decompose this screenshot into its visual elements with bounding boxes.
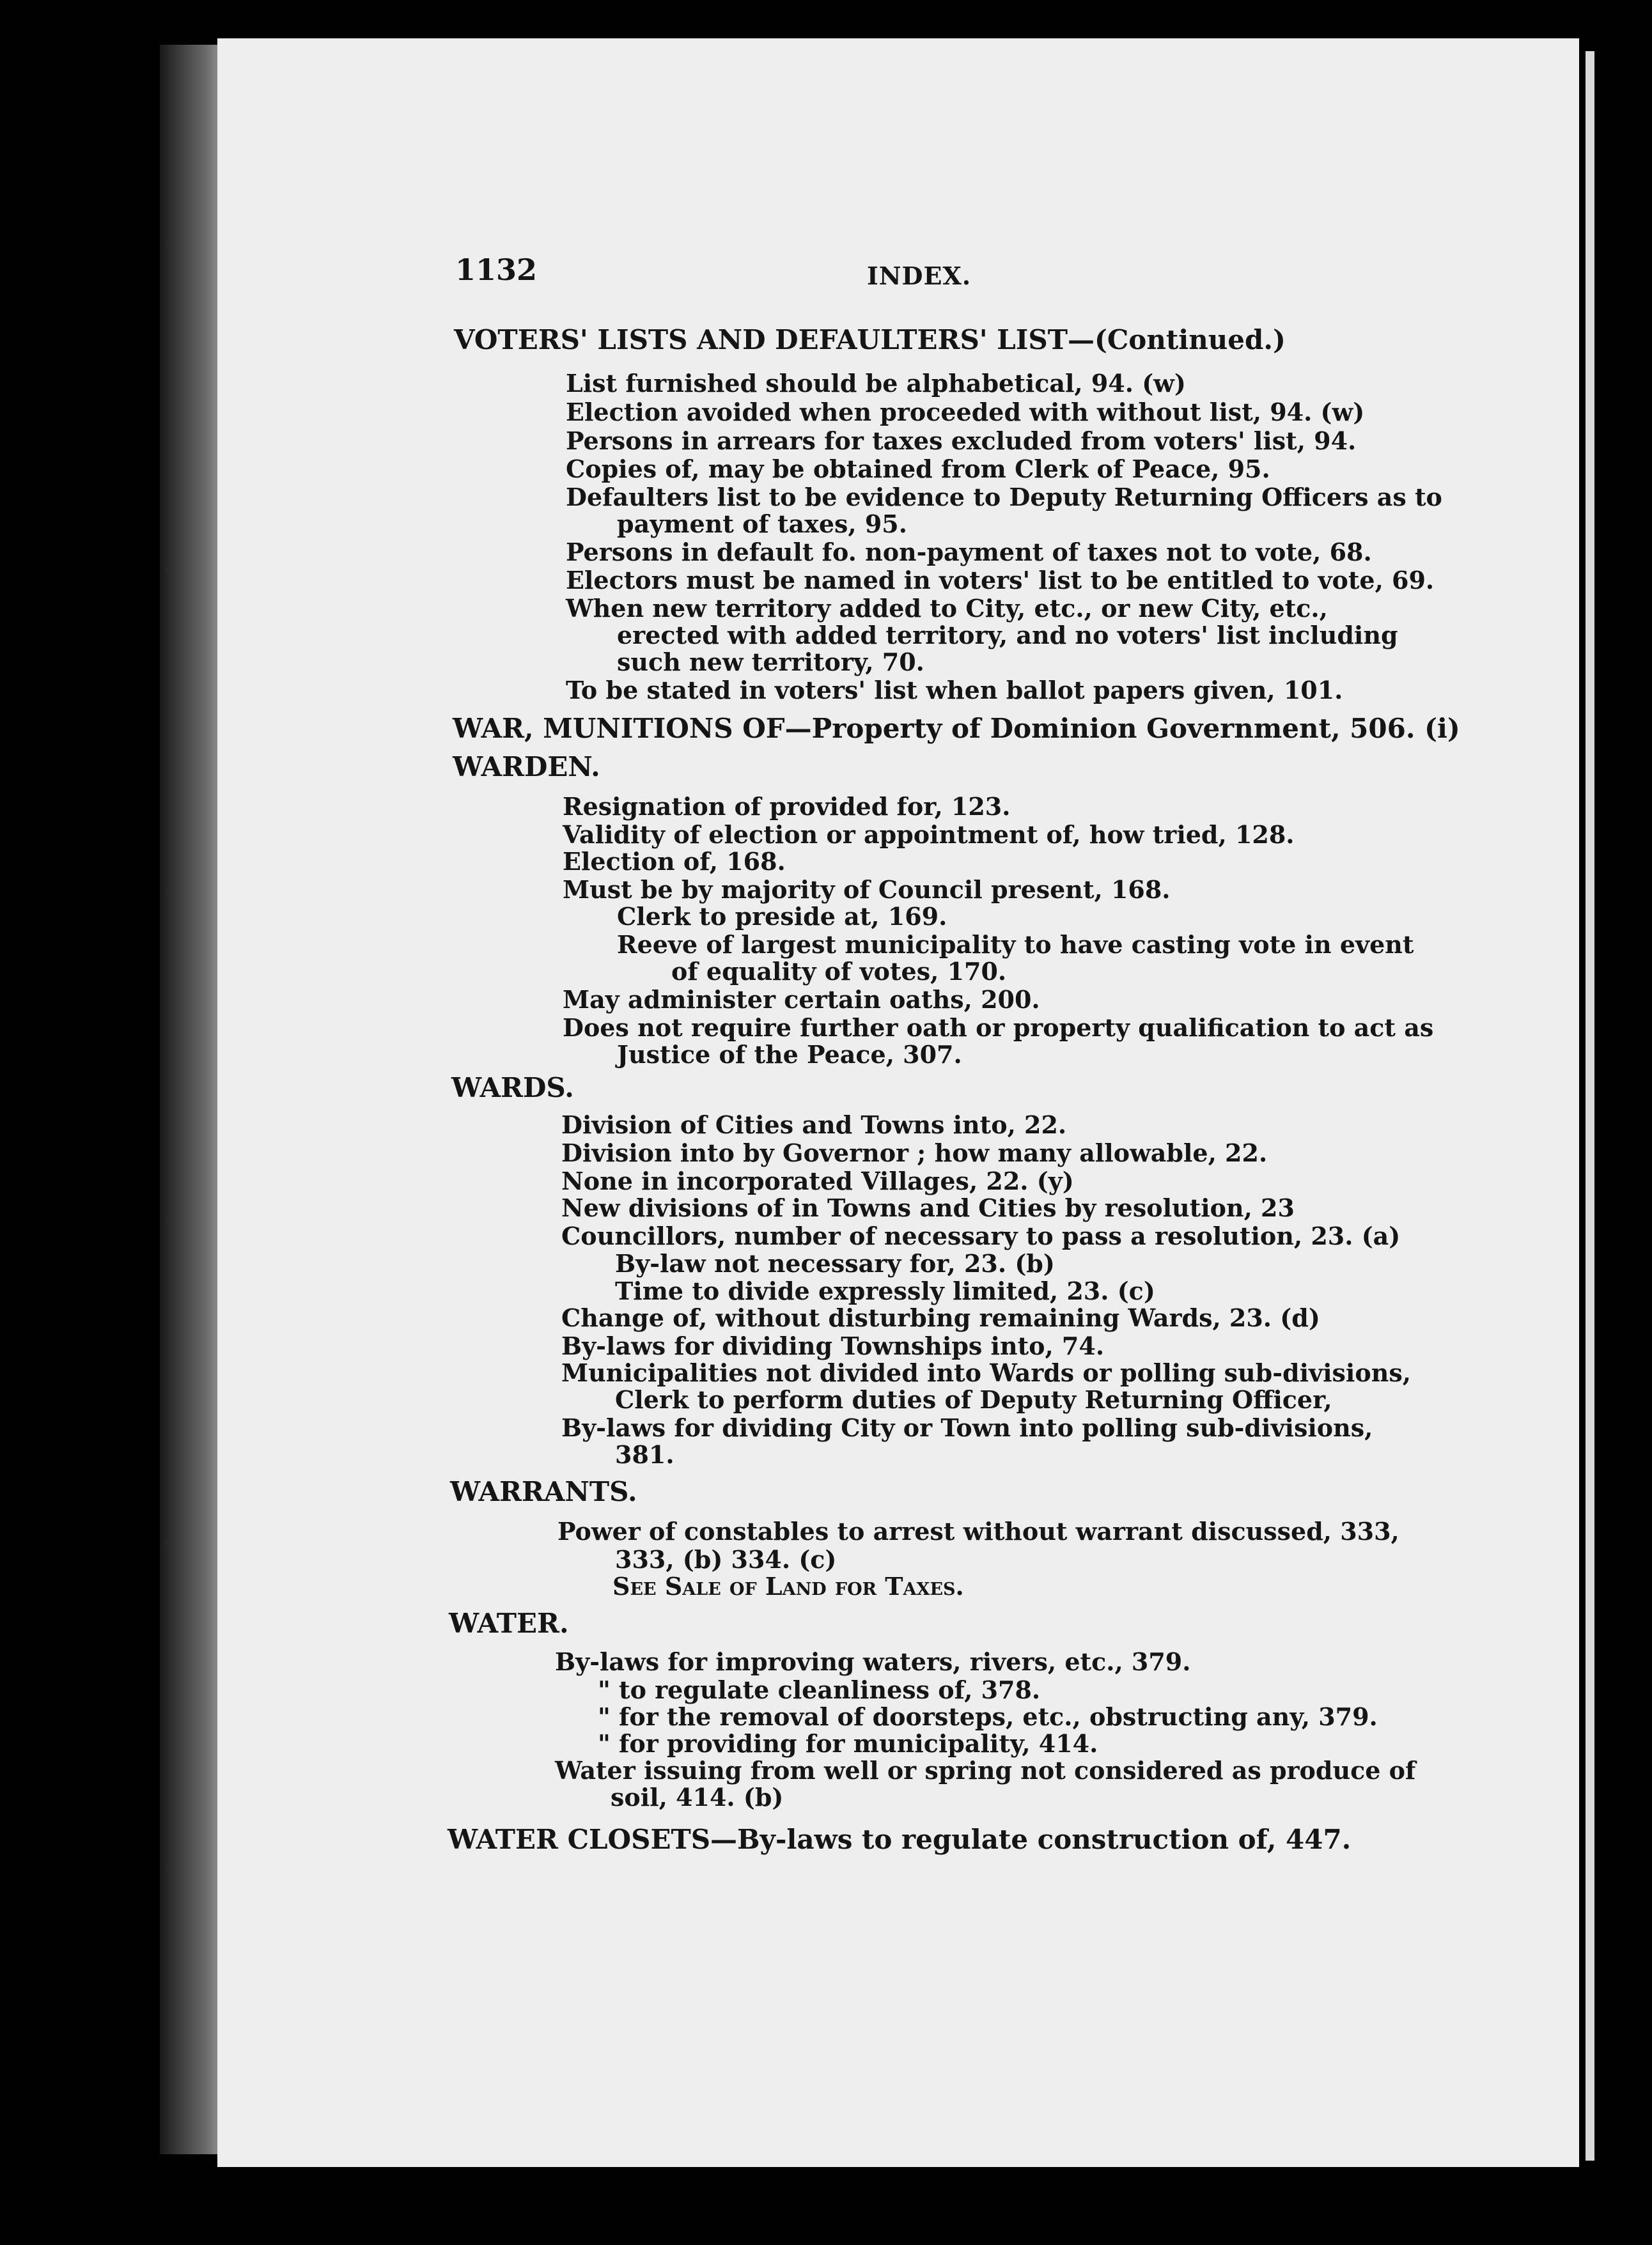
index-entry: Clerk to perform duties of Deputy Returning Officer, xyxy=(615,1385,1332,1414)
index-entry: Electors must be named in voters' list to be entitled to vote, 69. xyxy=(566,566,1435,594)
index-entry: List furnished should be alphabetical, 94. (w) xyxy=(566,369,1186,398)
index-entry: soil, 414. (b) xyxy=(611,1783,784,1812)
index-entry: " for providing for municipality, 414. xyxy=(598,1729,1098,1758)
index-entry: Power of constables to arrest without warrant discussed, 333, xyxy=(557,1517,1399,1546)
index-entry: Persons in arrears for taxes excluded from voters' list, 94. xyxy=(566,426,1357,455)
index-entry: Municipalities not divided into Wards or polling sub-divisions, xyxy=(561,1358,1411,1387)
index-heading: WATER. xyxy=(449,1608,569,1639)
index-entry: May administer certain oaths, 200. xyxy=(563,985,1040,1014)
page-number: 1132 xyxy=(455,252,538,287)
index-heading: WARRANTS. xyxy=(450,1476,637,1507)
index-heading: WAR, MUNITIONS OF—Property of Dominion Government, 506. (i) xyxy=(453,713,1460,744)
index-entry: To be stated in voters' list when ballot papers given, 101. xyxy=(566,676,1343,704)
index-entry: By-law not necessary for, 23. (b) xyxy=(615,1249,1055,1278)
index-entry: Election avoided when proceeded with without list, 94. (w) xyxy=(566,398,1365,426)
index-heading: WATER CLOSETS—By-laws to regulate construction of, 447. xyxy=(448,1824,1352,1855)
index-entry: Division of Cities and Towns into, 22. xyxy=(561,1110,1067,1139)
index-entry: of equality of votes, 170. xyxy=(671,957,1007,986)
index-entry: such new territory, 70. xyxy=(617,648,924,676)
index-entry: " for the removal of doorsteps, etc., obstructing any, 379. xyxy=(598,1702,1378,1731)
index-entry: New divisions of in Towns and Cities by resolution, 23 xyxy=(561,1193,1295,1222)
index-heading: VOTERS' LISTS AND DEFAULTERS' LIST—(Continued.) xyxy=(454,324,1286,355)
index-entry: None in incorporated Villages, 22. (y) xyxy=(561,1167,1074,1195)
index-entry: Must be by majority of Council present, 168. xyxy=(563,875,1171,904)
index-entry: See Sale of Land for Taxes. xyxy=(612,1572,964,1601)
index-heading: WARDS. xyxy=(451,1072,574,1103)
index-entry: Justice of the Peace, 307. xyxy=(617,1040,962,1069)
index-entry: Division into by Governor ; how many allowable, 22. xyxy=(561,1138,1268,1167)
index-entry: 381. xyxy=(615,1440,674,1469)
index-entry: Persons in default fo. non-payment of taxes not to vote, 68. xyxy=(566,538,1372,566)
index-entry: By-laws for improving waters, rivers, etc., 379. xyxy=(555,1647,1191,1676)
index-entry: Defaulters list to be evidence to Deputy Returning Officers as to xyxy=(566,483,1442,511)
index-entry: When new territory added to City, etc., or new City, etc., xyxy=(566,594,1328,623)
index-entry: Change of, without disturbing remaining Wards, 23. (d) xyxy=(561,1303,1320,1332)
index-entry: payment of taxes, 95. xyxy=(617,509,907,538)
index-entry: 333, (b) 334. (c) xyxy=(615,1545,837,1574)
index-entry: Time to divide expressly limited, 23. (c) xyxy=(615,1277,1155,1305)
running-title: INDEX. xyxy=(867,261,972,290)
index-entry: Councillors, number of necessary to pass a resolution, 23. (a) xyxy=(561,1222,1401,1250)
index-entry: Resignation of provided for, 123. xyxy=(563,792,1011,821)
index-entry: Reeve of largest municipality to have casting vote in event xyxy=(617,930,1414,959)
index-entry: Does not require further oath or property qualification to act as xyxy=(563,1013,1434,1042)
index-entry: Validity of election or appointment of, how tried, 128. xyxy=(563,820,1295,849)
index-heading: WARDEN. xyxy=(453,751,600,782)
index-entry: By-laws for dividing Townships into, 74. xyxy=(561,1332,1105,1360)
index-entry: " to regulate cleanliness of, 378. xyxy=(598,1675,1041,1704)
index-entry: Clerk to preside at, 169. xyxy=(617,902,947,931)
index-entry: Water issuing from well or spring not considered as produce of xyxy=(555,1756,1416,1785)
index-entry: erected with added territory, and no voters' list including xyxy=(617,621,1398,649)
index-entry: Copies of, may be obtained from Clerk of Peace, 95. xyxy=(566,454,1270,483)
index-entry: By-laws for dividing City or Town into polling sub-divisions, xyxy=(561,1413,1373,1442)
index-entry: Election of, 168. xyxy=(563,847,786,876)
